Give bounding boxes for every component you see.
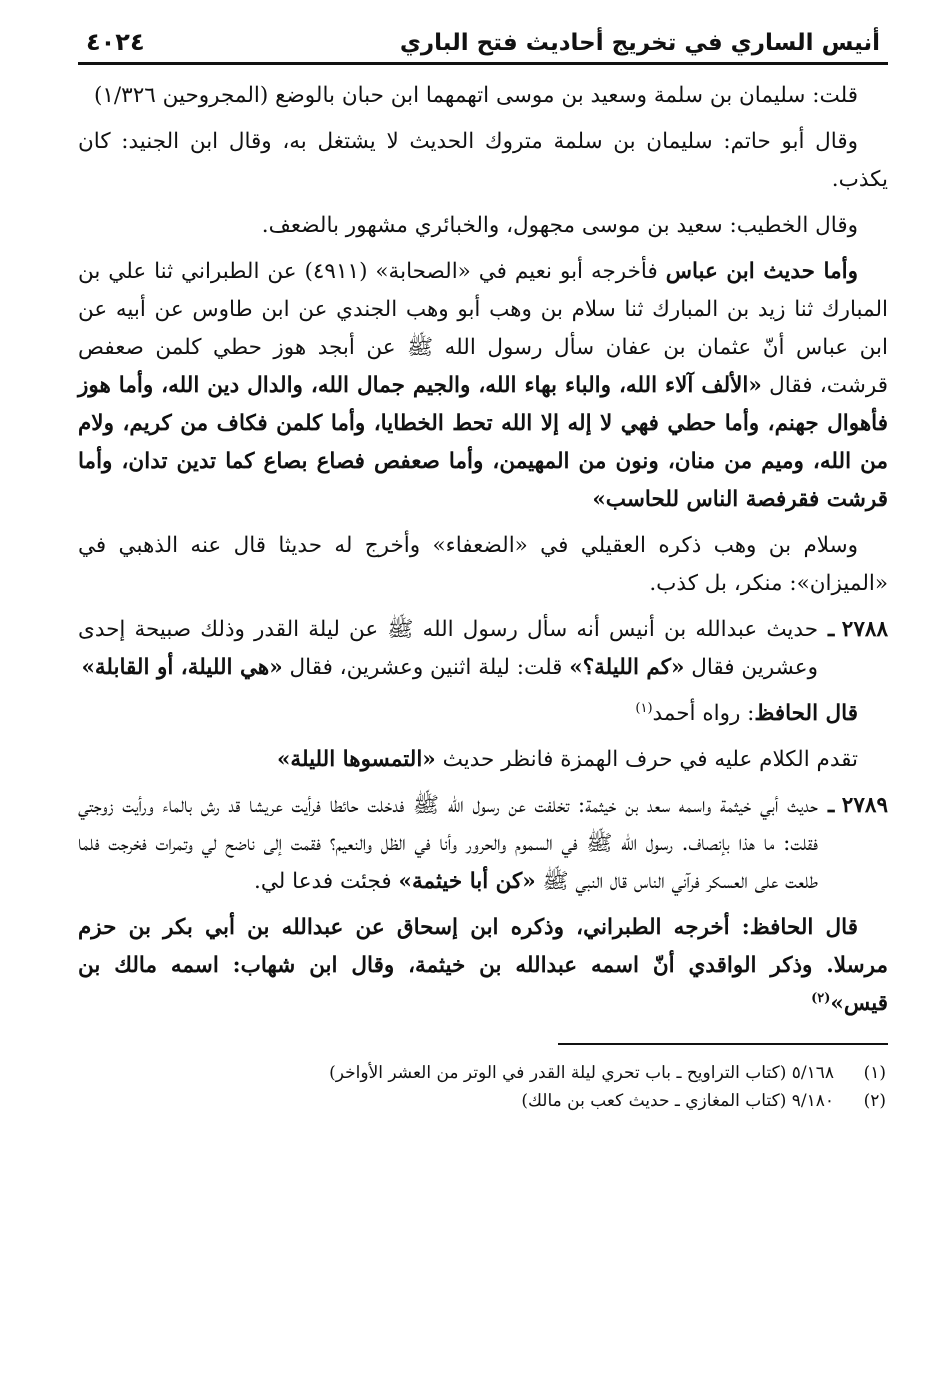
main-text	[78, 77, 888, 1023]
hadith-text-part: قلت: ليلة اثنين وعشرين، فقال	[282, 655, 570, 680]
page-number: ٤٠٢٤	[86, 28, 145, 56]
footnote-ref-2[interactable]: (٢)	[811, 990, 831, 1006]
hadith-text	[78, 611, 818, 687]
paragraph-4-quote: «الألف آلاء الله، والباء بهاء الله، والجيم جمال الله، والدال دين الله، وأما هوز فأهوال جهنم، وأما حطي فهي لا إله إلا الله تحط الخطايا، وأما كلمن فكاف من كريم، ولام من الله، وميم من منان، ونون من المهيمن، وأما صعفص فصاع بصاع كما تدين تدان، وأما قرشت فقرفصة الناس للحاسب»	[78, 373, 888, 512]
footnote-1	[78, 1059, 888, 1087]
hafiz-note-2	[78, 909, 888, 1023]
hadith-number: ٢٧٨٨ ـ	[828, 617, 888, 642]
hafiz-text: : رواه أحمد	[652, 701, 755, 726]
paragraph-4-heading: وأما حديث ابن عباس	[665, 259, 858, 284]
footnote-text: ٩/١٨٠ (كتاب المغازي ـ حديث كعب بن مالك)	[521, 1091, 834, 1111]
footnote-number: (٢)	[863, 1091, 886, 1111]
hafiz-note-1	[78, 695, 888, 733]
book-page	[78, 28, 888, 1115]
footnotes	[78, 1059, 888, 1115]
paragraph-4-text: فأخرجه أبو نعيم في «الصحابة» (٤٩١١) عن الطبراني ثنا علي بن المبارك ثنا زيد بن المبارك ثنا سلام بن وهب أبو وهب الجندي عن ابن طاوس عن أبيه عن ابن عباس أنّ عثمان بن عفان سأل رسول الله ﷺ عن أبجد هوز حطي كلمن صعفص قرشت، فقال	[78, 259, 889, 398]
paragraph-3: وقال الخطيب: سعيد بن موسى مجهول، والخبائري مشهور بالضعف.	[261, 213, 858, 238]
hafiz-text: قال الحافظ: أخرجه الطبراني، وذكره ابن إسحاق عن عبدالله بن أبي بكر بن حزم مرسلا. وذكر الواقدي أنّ اسمه عبدالله بن خيثمة، وقال ابن شهاب: اسمه مالك بن قيس»	[78, 915, 888, 1016]
hadith-text	[78, 787, 818, 901]
paragraph-6-text: تقدم الكلام عليه في حرف الهمزة فانظر حديث	[435, 747, 858, 772]
footnote-ref-1[interactable]: (١)	[635, 700, 653, 716]
hadith-quote: «كن أبا خيثمة»	[398, 869, 536, 894]
paragraph-4	[78, 253, 888, 519]
footnote-separator	[558, 1043, 888, 1045]
footnote-2	[78, 1087, 888, 1115]
running-header	[78, 28, 888, 65]
hadith-text-part: فجئت فدعا لي.	[254, 869, 399, 894]
footnote-number: (١)	[863, 1063, 886, 1083]
hadith-text-part: حديث عبدالله بن أنيس أنه سأل رسول الله ﷺ عن ليلة القدر وذلك صبيحة إحدى وعشرين فقال	[78, 617, 818, 680]
paragraph-5: وسلام بن وهب ذكره العقيلي في «الضعفاء» وأخرج له حديثا قال عنه الذهبي في «الميزان»: منكر، بل كذب.	[78, 533, 888, 596]
hadith-quote: «كم الليلة؟»	[569, 655, 685, 680]
footnote-text: ٥/١٦٨ (كتاب التراويح ـ باب تحري ليلة القدر في الوتر من العشر الأواخر)	[329, 1063, 834, 1083]
hadith-quote: «هي الليلة، أو القابلة»	[81, 655, 283, 680]
paragraph-6	[78, 741, 888, 779]
hadith-2788	[78, 611, 888, 687]
hadith-text-part: حديث أبي خيثمة واسمه سعد بن خيثمة: تخلفت عن رسول الله ﷺ فدخلت حائطا فرأيت عريشا قد رش بالماء ورأيت زوجتي فقلت: ما هذا بإنصاف. رسول الله ﷺ في السموم والحرور وأنا في الظل والنعيم؟ فقمت إلى ناضح لي وتمرات فخرجت فلما طلعت على العسكر فرآني الناس قال النبي ﷺ	[78, 793, 818, 894]
book-title: أنيس الساري في تخريج أحاديث فتح الباري	[399, 30, 880, 56]
hafiz-label: قال الحافظ	[754, 701, 858, 726]
paragraph-6-quote: «التمسوها الليلة»	[276, 747, 436, 772]
hadith-2789	[78, 787, 888, 901]
paragraph-2: وقال أبو حاتم: سليمان بن سلمة متروك الحديث لا يشتغل به، وقال ابن الجنيد: كان يكذب.	[78, 129, 888, 192]
paragraph-1: قلت: سليمان بن سلمة وسعيد بن موسى اتهمهما ابن حبان بالوضع (المجروحين ١/٣٢٦)	[93, 83, 858, 108]
hadith-number: ٢٧٨٩ ـ	[828, 793, 888, 818]
